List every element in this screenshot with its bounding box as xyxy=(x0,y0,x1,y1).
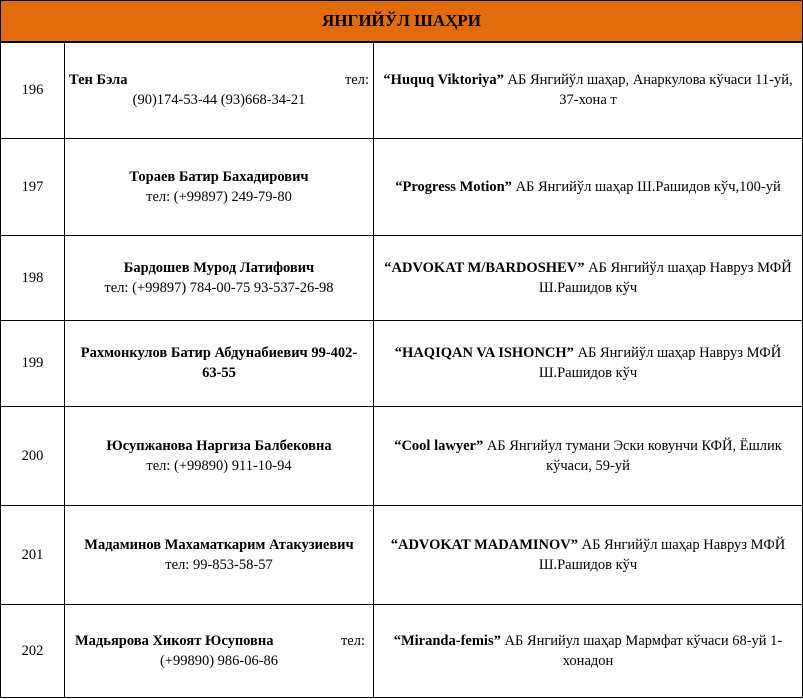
address: АБ Янгийўл шаҳар Навруз МФЙ Ш.Рашидов кўч xyxy=(538,536,786,573)
row-number: 196 xyxy=(1,43,65,138)
tel-label: тел: xyxy=(344,72,369,89)
company-name: “Miranda-femis” xyxy=(393,632,501,649)
person-name: Бардошев Мурод Латифович xyxy=(123,259,315,276)
company-cell xyxy=(374,320,803,406)
phone: тел: (+99897) 784-00-75 93-537-26-98 xyxy=(104,279,334,296)
address: АБ Янгийўл шаҳар Ш.Рашидов кўч,100-уй xyxy=(511,178,781,195)
table-row xyxy=(1,43,803,138)
name-cell xyxy=(65,604,374,697)
table-row xyxy=(1,235,803,320)
table-title: ЯНГИЙЎЛ ШАҲРИ xyxy=(0,0,803,43)
company-cell xyxy=(374,138,803,235)
address: АБ Янгийўл шаҳар Навруз МФЙ Ш.Рашидов кўч xyxy=(538,259,792,296)
row-number: 198 xyxy=(1,235,65,320)
person-name: Мадаминов Махаматкарим Атакузиевич xyxy=(84,536,354,553)
company-cell xyxy=(374,406,803,505)
row-number: 197 xyxy=(1,138,65,235)
name-cell xyxy=(65,406,374,505)
person-name: Тораев Батир Бахадирович xyxy=(129,168,309,185)
company-name: “Progress Motion” xyxy=(395,178,512,195)
person-name: Юсупжанова Наргиза Балбековна xyxy=(106,437,332,454)
person-name: Тен Бэла xyxy=(69,72,128,89)
lawyers-table xyxy=(0,43,803,698)
name-cell xyxy=(65,320,374,406)
company-name: “Cool lawyer” xyxy=(394,437,484,454)
company-name: “HAQIQAN VA ISHONCH” xyxy=(394,345,574,361)
name-cell xyxy=(65,43,374,138)
address: АБ Янгийул шаҳар Мармфат кўчаси 68-уй 1-хонадон xyxy=(500,632,783,669)
person-name: Мадьярова Хикоят Юсуповна xyxy=(75,632,274,649)
company-cell xyxy=(374,505,803,604)
name-cell xyxy=(65,505,374,604)
company-cell xyxy=(374,604,803,697)
phone: (90)174-53-44 (93)668-34-21 xyxy=(132,92,306,109)
row-number: 201 xyxy=(1,505,65,604)
address: АБ Янгийул тумани Эски ковунчи КФЙ, Ёшлик кўчаси, 59-уй xyxy=(483,437,782,474)
table-row xyxy=(1,604,803,697)
phone: тел: (+99890) 911-10-94 xyxy=(146,457,292,474)
name-cell xyxy=(65,138,374,235)
phone: (+99890) 986-06-86 xyxy=(159,652,279,669)
table-row xyxy=(1,406,803,505)
company-cell xyxy=(374,43,803,138)
row-number: 202 xyxy=(1,604,65,697)
person-name: Рахмонкулов Батир Абдунабиевич 99-402-63-55 xyxy=(80,345,358,381)
row-number: 200 xyxy=(1,406,65,505)
company-cell xyxy=(374,235,803,320)
company-name: “Huquq Viktoriya” xyxy=(383,72,504,89)
address: АБ Янгийўл шаҳар Навруз МФЙ Ш.Рашидов кўч xyxy=(538,345,782,381)
phone: тел: 99-853-58-57 xyxy=(165,556,273,573)
tel-label: тел: xyxy=(340,632,365,649)
company-name: “ADVOKAT M/BARDOSHEV” xyxy=(384,259,585,276)
name-cell xyxy=(65,235,374,320)
row-number: 199 xyxy=(1,320,65,406)
table-row xyxy=(1,138,803,235)
company-name: “ADVOKAT MADAMINOV” xyxy=(390,536,578,553)
table-row xyxy=(1,505,803,604)
table-row xyxy=(1,320,803,406)
address: АБ Янгийўл шаҳар, Анаркулова кўчаси 11-уй, 37-хона т xyxy=(503,72,793,109)
phone: тел: (+99897) 249-79-80 xyxy=(146,188,292,205)
